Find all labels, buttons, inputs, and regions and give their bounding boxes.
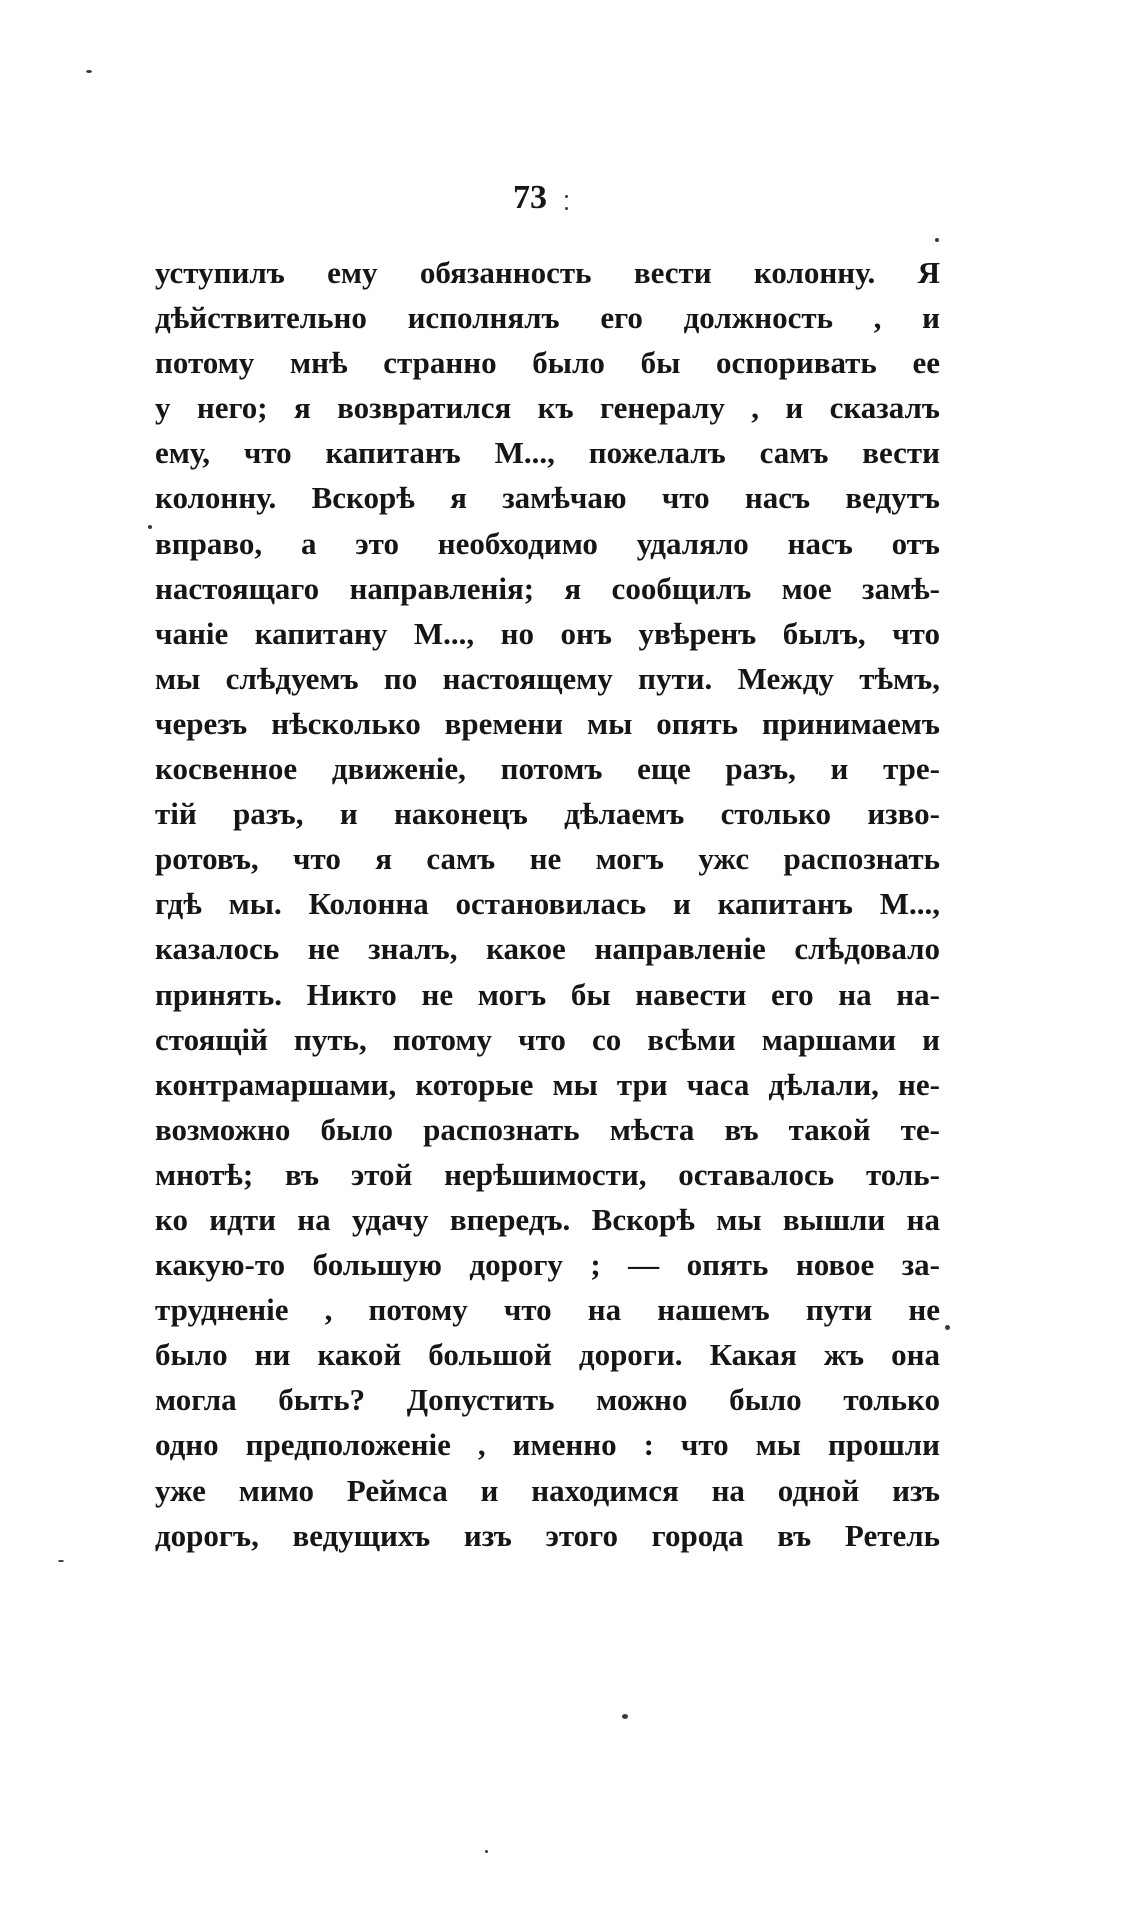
scan-speck (622, 1714, 628, 1719)
text-line: принять. Никто не могъ бы навести его на на- (155, 976, 940, 1012)
text-line: ему, что капитанъ М..., пожелалъ самъ вести (155, 435, 940, 471)
page-number: 73 (513, 179, 547, 216)
scan-speck (945, 1325, 950, 1330)
text-line: ротовъ, что я самъ не могъ ужс распознать (155, 841, 940, 877)
scan-speck (485, 1850, 488, 1853)
text-line: уже мимо Реймса и находимся на одной изъ (155, 1472, 940, 1508)
text-line: косвенное движеніе, потомъ еще разъ, и тре- (155, 751, 940, 787)
text-line: могла быть? Допустить можно было только (155, 1382, 940, 1418)
text-line: настоящаго направленія; я сообщилъ мое замѣ- (155, 570, 940, 606)
body-text (155, 250, 940, 1558)
scan-speck (58, 1560, 64, 1562)
text-line: у него; я возвратился къ генералу , и сказалъ (155, 390, 940, 426)
text-line: уступилъ ему обязанность вести колонну. Я (155, 255, 940, 290)
scan-speck (565, 195, 568, 198)
scan-speck (148, 525, 152, 529)
text-line: возможно было распознать мѣста въ такой те- (155, 1111, 940, 1147)
text-line: вправо, а это необходимо удаляло насъ отъ (155, 525, 940, 561)
text-line: мнотѣ; въ этой нерѣшимости, оставалось толь- (155, 1156, 940, 1192)
text-line: чаніе капитану М..., но онъ увѣренъ былъ, что (155, 615, 940, 651)
text-line: гдѣ мы. Колонна остановилась и капитанъ М..., (155, 886, 940, 922)
text-line: потому мнѣ странно было бы оспоривать ее (155, 345, 940, 381)
text-line: одно предположеніе , именно : что мы прошли (155, 1427, 940, 1463)
text-line: мы слѣдуемъ по настоящему пути. Между тѣмъ, (155, 660, 940, 696)
text-line: тій разъ, и наконецъ дѣлаемъ столько изво- (155, 796, 940, 832)
text-line: трудненіе , потому что на нашемъ пути не (155, 1292, 940, 1328)
text-line: было ни какой большой дороги. Какая жъ она (155, 1337, 940, 1373)
text-line: колонну. Вскорѣ я замѣчаю что насъ ведутъ (155, 480, 940, 516)
text-line: дѣйствительно исполнялъ его должность , и (155, 300, 940, 336)
text-line: стоящій путь, потому что со всѣми маршами и (155, 1021, 940, 1057)
text-line: ко идти на удачу впередъ. Вскорѣ мы вышли на (155, 1201, 940, 1237)
text-line: казалось не зналъ, какое направленіе слѣдовало (155, 931, 940, 967)
text-line: черезъ нѣсколько времени мы опять принимаемъ (155, 705, 940, 741)
text-line: контрамаршами, которые мы три часа дѣлали, не- (155, 1066, 940, 1102)
text-line: дорогъ, ведущихъ изъ этого города въ Ретель (155, 1517, 940, 1553)
scan-speck (935, 238, 939, 242)
scan-speck (86, 70, 92, 73)
text-line: какую-то большую дорогу ; — опять новое за- (155, 1247, 940, 1283)
scan-speck (565, 207, 568, 210)
